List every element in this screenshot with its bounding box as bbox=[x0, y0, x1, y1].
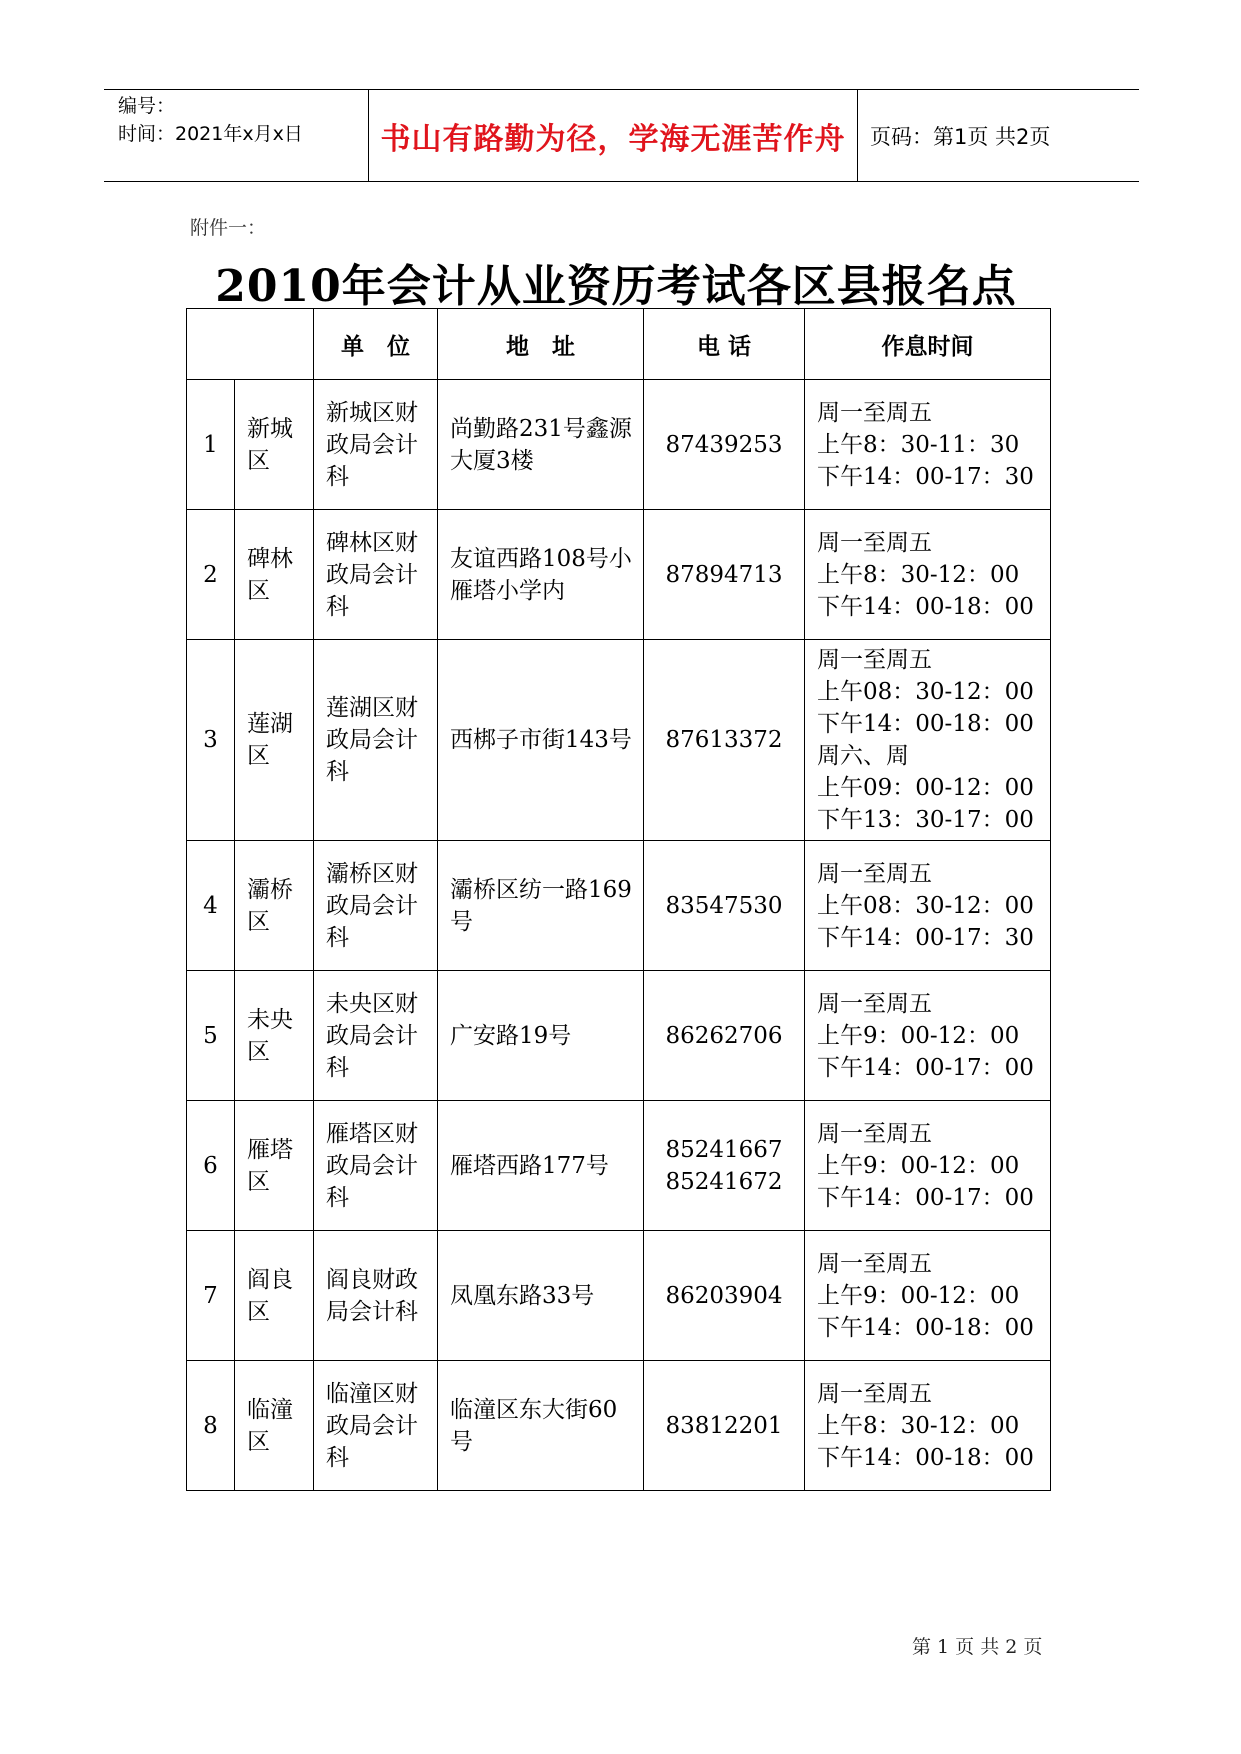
col-address: 地 址 bbox=[438, 309, 644, 380]
hours-line: 下午14：00-18：00 bbox=[817, 1444, 1034, 1471]
col-unit: 单 位 bbox=[314, 309, 438, 380]
hours-line: 上午08：30-12：00 bbox=[817, 892, 1034, 919]
phone-number: 83812201 bbox=[665, 1412, 783, 1439]
hours-line: 上午9：00-12：00 bbox=[817, 1282, 1020, 1309]
district-cell: 雁塔区 bbox=[235, 1101, 314, 1231]
hours-line: 下午14：00-17：00 bbox=[817, 1054, 1034, 1081]
phone-number: 87439253 bbox=[665, 431, 783, 458]
hours-line: 下午14：00-17：30 bbox=[817, 924, 1034, 951]
address-cell: 友谊西路108号小雁塔小学内 bbox=[438, 510, 644, 640]
hours-line: 周一至周五 bbox=[817, 1120, 932, 1147]
phone-number: 87613372 bbox=[665, 727, 783, 753]
address-cell: 西梆子市街143号 bbox=[438, 640, 644, 841]
hours-line: 上午8：30-12：00 bbox=[817, 1412, 1020, 1439]
hours-line: 上午9：00-12：00 bbox=[817, 1152, 1020, 1179]
hours-line: 下午14：00-18：00 bbox=[817, 1314, 1034, 1341]
phone-cell bbox=[644, 971, 805, 1101]
row-number: 1 bbox=[187, 380, 235, 510]
col-hours: 作息时间 bbox=[805, 309, 1051, 380]
hours-line: 上午08：30-12：00 bbox=[817, 679, 1034, 705]
hours-line: 上午8：30-11：30 bbox=[817, 431, 1020, 458]
col-phone: 电 话 bbox=[644, 309, 805, 380]
row-number: 3 bbox=[187, 640, 235, 841]
hours-line: 周六、周 bbox=[817, 743, 909, 769]
table-row bbox=[187, 841, 1051, 971]
hours-line: 下午14：00-18：00 bbox=[817, 593, 1034, 620]
address-cell: 广安路19号 bbox=[438, 971, 644, 1101]
district-cell: 灞桥区 bbox=[235, 841, 314, 971]
phone-cell bbox=[644, 380, 805, 510]
hours-line: 下午14：00-17：30 bbox=[817, 463, 1034, 490]
unit-cell: 碑林区财政局会计科 bbox=[314, 510, 438, 640]
table-row bbox=[187, 510, 1051, 640]
unit-cell: 未央区财政局会计科 bbox=[314, 971, 438, 1101]
phone-number: 83547530 bbox=[665, 892, 783, 919]
hours-cell bbox=[805, 1101, 1051, 1231]
table-row bbox=[187, 1231, 1051, 1361]
district-cell: 阎良区 bbox=[235, 1231, 314, 1361]
unit-cell: 雁塔区财政局会计科 bbox=[314, 1101, 438, 1231]
row-number: 6 bbox=[187, 1101, 235, 1231]
unit-cell: 临潼区财政局会计科 bbox=[314, 1361, 438, 1491]
phone-cell bbox=[644, 640, 805, 841]
district-cell: 临潼区 bbox=[235, 1361, 314, 1491]
phone-cell bbox=[644, 1361, 805, 1491]
hours-line: 下午14：00-18：00 bbox=[817, 711, 1034, 737]
row-number: 4 bbox=[187, 841, 235, 971]
header-page-label: 页码：第1页 共2页 bbox=[870, 124, 1051, 149]
hours-cell bbox=[805, 1231, 1051, 1361]
hours-line: 周一至周五 bbox=[817, 990, 932, 1017]
row-number: 2 bbox=[187, 510, 235, 640]
hours-line: 上午9：00-12：00 bbox=[817, 1022, 1020, 1049]
attachment-label: 附件一： bbox=[190, 217, 267, 239]
unit-cell: 新城区财政局会计科 bbox=[314, 380, 438, 510]
address-cell: 临潼区东大街60号 bbox=[438, 1361, 644, 1491]
unit-cell: 阎良财政局会计科 bbox=[314, 1231, 438, 1361]
header-blank bbox=[187, 309, 314, 380]
header-left bbox=[104, 90, 368, 181]
table-row bbox=[187, 380, 1051, 510]
header-motto bbox=[368, 90, 858, 181]
row-number: 7 bbox=[187, 1231, 235, 1361]
hours-cell bbox=[805, 380, 1051, 510]
phone-cell bbox=[644, 1231, 805, 1361]
district-cell: 莲湖区 bbox=[235, 640, 314, 841]
hours-cell bbox=[805, 971, 1051, 1101]
address-cell: 凤凰东路33号 bbox=[438, 1231, 644, 1361]
table-row bbox=[187, 1101, 1051, 1231]
motto-text: 书山有路勤为径，学海无涯苦作舟 bbox=[380, 121, 846, 157]
address-cell: 尚勤路231号鑫源大厦3楼 bbox=[438, 380, 644, 510]
hours-line: 周一至周五 bbox=[817, 647, 932, 673]
hours-line: 周一至周五 bbox=[817, 860, 932, 887]
table-header-row bbox=[187, 309, 1051, 380]
address-cell: 雁塔西路177号 bbox=[438, 1101, 644, 1231]
unit-cell: 灞桥区财政局会计科 bbox=[314, 841, 438, 971]
registration-table bbox=[186, 308, 1051, 1491]
hours-line: 下午14：00-17：00 bbox=[817, 1184, 1034, 1211]
hours-line: 上午09：00-12：00 bbox=[817, 775, 1034, 801]
table-row bbox=[187, 1361, 1051, 1491]
phone-cell bbox=[644, 1101, 805, 1231]
phone-cell bbox=[644, 841, 805, 971]
district-cell: 新城区 bbox=[235, 380, 314, 510]
header-time-label: 时间：2021年x月x日 bbox=[118, 123, 303, 145]
table-row bbox=[187, 971, 1051, 1101]
hours-line: 下午13：30-17：00 bbox=[817, 807, 1034, 833]
hours-cell bbox=[805, 841, 1051, 971]
row-number: 5 bbox=[187, 971, 235, 1101]
table-body bbox=[187, 380, 1051, 1491]
hours-line: 周一至周五 bbox=[817, 1250, 932, 1277]
table-row bbox=[187, 640, 1051, 841]
page-footer: 第 1 页 共 2 页 bbox=[912, 1636, 1043, 1658]
phone-number: 86203904 bbox=[665, 1282, 783, 1309]
hours-line: 上午8：30-12：00 bbox=[817, 561, 1020, 588]
header-right bbox=[858, 90, 1139, 181]
hours-line: 周一至周五 bbox=[817, 1380, 932, 1407]
header-code-label: 编号： bbox=[118, 95, 176, 117]
unit-cell: 莲湖区财政局会计科 bbox=[314, 640, 438, 841]
hours-cell bbox=[805, 1361, 1051, 1491]
row-number: 8 bbox=[187, 1361, 235, 1491]
district-cell: 碑林区 bbox=[235, 510, 314, 640]
page-header bbox=[104, 89, 1139, 182]
hours-cell bbox=[805, 510, 1051, 640]
address-cell: 灞桥区纺一路169号 bbox=[438, 841, 644, 971]
phone-number: 85241667 bbox=[665, 1136, 783, 1163]
phone-number: 85241672 bbox=[665, 1168, 783, 1195]
phone-cell bbox=[644, 510, 805, 640]
district-cell: 未央区 bbox=[235, 971, 314, 1101]
phone-number: 87894713 bbox=[665, 561, 783, 588]
hours-cell bbox=[805, 640, 1051, 841]
hours-line: 周一至周五 bbox=[817, 399, 932, 426]
hours-line: 周一至周五 bbox=[817, 529, 932, 556]
phone-number: 86262706 bbox=[665, 1022, 783, 1049]
page-title: 2010年会计从业资历考试各区县报名点 bbox=[215, 261, 1017, 312]
